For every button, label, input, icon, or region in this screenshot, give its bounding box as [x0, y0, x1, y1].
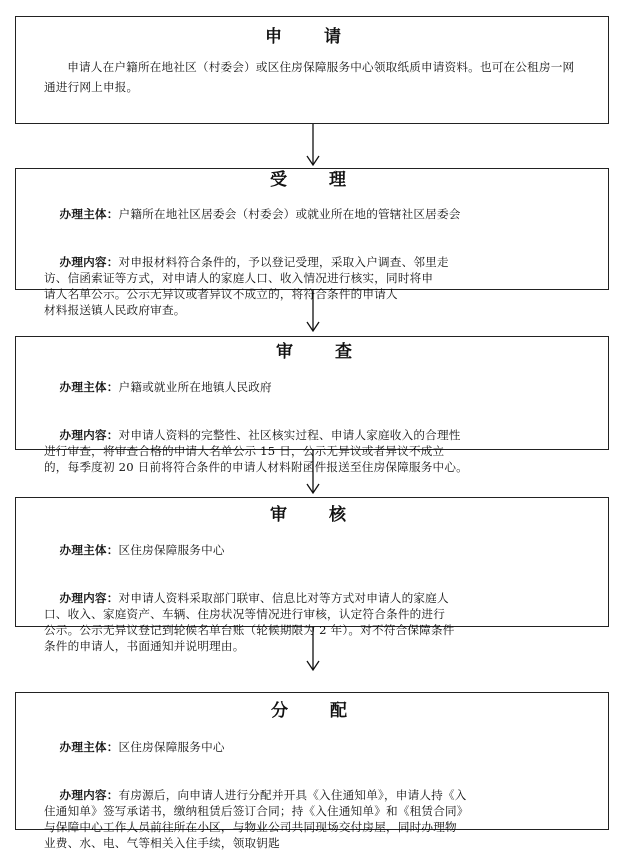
arrow-down-icon [306, 627, 320, 673]
step-review-subject: 户籍或就业所在地镇人民政府 [118, 380, 272, 394]
step-allocate-title: 分 配 [271, 701, 365, 721]
step-audit-content-label: 办理内容： [59, 591, 119, 605]
step-apply-intro: 申请人在户籍所在地社区（村委会）或区住房保障服务中心领取纸质申请资料。也可在公租房一网通进行网上申报。 [44, 60, 575, 94]
arrow-down-icon [306, 450, 320, 496]
step-accept-subject-label: 办理主体： [59, 207, 119, 221]
arrow-down-icon [306, 124, 320, 168]
step-review-subject-label: 办理主体： [59, 380, 119, 394]
step-accept-title: 受 理 [270, 170, 364, 190]
step-allocate-content: 有房源后，向申请人进行分配并开具《入住通知单》，申请人持《入 住通知单》签写承诺书，缴纳租赁后签订合同；持《入住通知单》和《租赁合同》 与保障中心工作人员前往所在小区，与物业公司共同现场交付房屋，同时办理物 业费、水、电、气等相关入住手续，领取钥匙 [44, 788, 469, 850]
step-accept-subject: 户籍所在地社区居委会（村委会）或就业所在地的管辖社区居委会 [118, 207, 461, 221]
step-review-title: 审 查 [276, 342, 370, 362]
step-allocate-subject-label: 办理主体： [59, 740, 119, 754]
step-accept-content: 对申报材料符合条件的，予以登记受理，采取入户调查、邻里走 访、信函索证等方式，对申请人的家庭人口、收入情况进行核实，同时将申 请人名单公示。公示无异议或者异议不成立的，将符合条件的申请人 材料报送镇人民政府审查。 [44, 255, 449, 317]
step-audit-subject-label: 办理主体： [59, 543, 119, 557]
step-allocate-content-label: 办理内容： [59, 788, 119, 802]
step-accept-content-label: 办理内容： [59, 255, 119, 269]
step-audit-box [15, 497, 609, 653]
step-review-content: 对申请人资料的完整性、社区核实过程、申请人家庭收入的合理性 进行审查，将审查合格的申请人名单公示 15 日，公示无异议或者异议不成立 的，每季度初 20 日前将符合条件的申请人材料附函件报送至住房保障服务中心。 [44, 428, 468, 474]
step-accept-box [15, 168, 609, 317]
arrow-down-icon [306, 290, 320, 334]
step-allocate-box [15, 692, 609, 850]
step-apply-box [15, 16, 609, 124]
step-allocate-subject: 区住房保障服务中心 [118, 740, 225, 754]
step-audit-content: 对申请人资料采取部门联审、信息比对等方式对申请人的家庭人 口、收入、家庭资产、车辆、住房状况等情况进行审核，认定符合条件的进行 公示。公示无异议登记到轮候名单台账（轮候期限为 2 年）。对不符合保障条件 条件的申请人，书面通知并说明理由。 [44, 591, 455, 653]
step-apply-title: 申 请 [265, 27, 359, 47]
step-audit-subject: 区住房保障服务中心 [118, 543, 225, 557]
step-review-content-label: 办理内容： [59, 428, 119, 442]
step-audit-title: 审 核 [270, 505, 364, 525]
step-review-box [15, 336, 609, 474]
